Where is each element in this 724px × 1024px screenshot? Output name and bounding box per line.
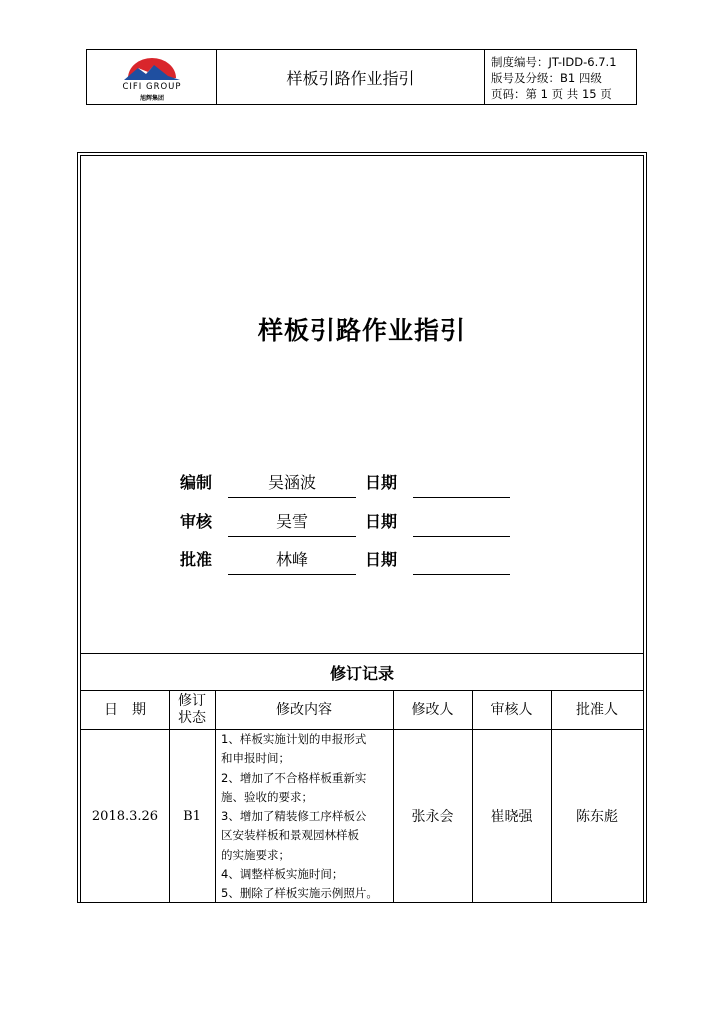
th-approver: 批准人 [576,701,618,718]
th-reviewer: 审核人 [490,701,533,718]
cover-frame [77,152,647,903]
sig-name-approve: 林峰 [275,550,308,569]
header-meta [485,50,636,104]
doc-version: 版号及分级：B1 四级 [491,71,602,85]
date-label-review: 日期 [365,512,398,531]
row-status: B1 [183,808,201,824]
logo-text: CIFI GROUP [122,82,182,92]
content-line: 5、删除了样板实施示例照片。 [221,886,378,901]
cover-inner-frame [80,155,644,902]
date-line-approve [413,574,510,575]
content-line: 1、样板实施计划的申报形式 [221,732,367,746]
th-content: 修改内容 [276,701,332,718]
th-editor: 修改人 [411,701,454,718]
logo-subtext: 旭辉集团 [139,95,164,102]
header-doc-title: 样板引路作业指引 [217,50,485,104]
th-status-line2: 状态 [178,710,206,726]
page-number: 页码：第 1 页 共 15 页 [491,87,612,101]
content-line: 3、增加了精装修工序样板公 [221,809,367,824]
logo-cell [87,50,217,104]
content-line: 4、调整样板实施时间； [221,867,344,882]
th-status-line1: 修订 [178,693,206,709]
content-line: 和申报时间； [221,751,290,766]
cifi-logo-icon [124,56,180,82]
date-label-approve: 日期 [365,550,398,569]
sig-label-compile: 编制 [180,473,213,492]
date-label-compile: 日期 [365,473,398,492]
doc-number: 制度编号：JT-IDD-6.7.1 [491,55,617,69]
cover-title: 样板引路作业指引 [257,316,466,345]
row-approver: 陈东彪 [576,809,618,825]
content-line: 的实施要求； [221,847,290,862]
date-line-review [413,536,510,537]
sig-line-compile [228,497,356,498]
th-date: 日 期 [104,701,146,718]
sig-name-compile: 吴涵波 [267,473,316,492]
th-status [169,691,215,729]
content-line: 施、验收的要求； [221,789,313,804]
row-content [221,730,393,904]
sig-label-approve: 批准 [180,550,213,569]
sig-label-review: 审核 [180,512,213,531]
row-editor: 张永会 [411,809,454,825]
sig-name-review: 吴雪 [275,512,308,531]
row-date: 2018.3.26 [91,808,159,824]
content-line: 区安装样板和景观园林样板 [221,828,359,843]
sig-line-approve [228,574,356,575]
date-line-compile [413,497,510,498]
revision-title: 修订记录 [81,653,643,691]
sig-line-review [228,536,356,537]
row-reviewer: 崔晓强 [490,809,533,825]
header-table [86,49,637,105]
content-line: 2、增加了不合格样板重新实 [221,770,367,785]
